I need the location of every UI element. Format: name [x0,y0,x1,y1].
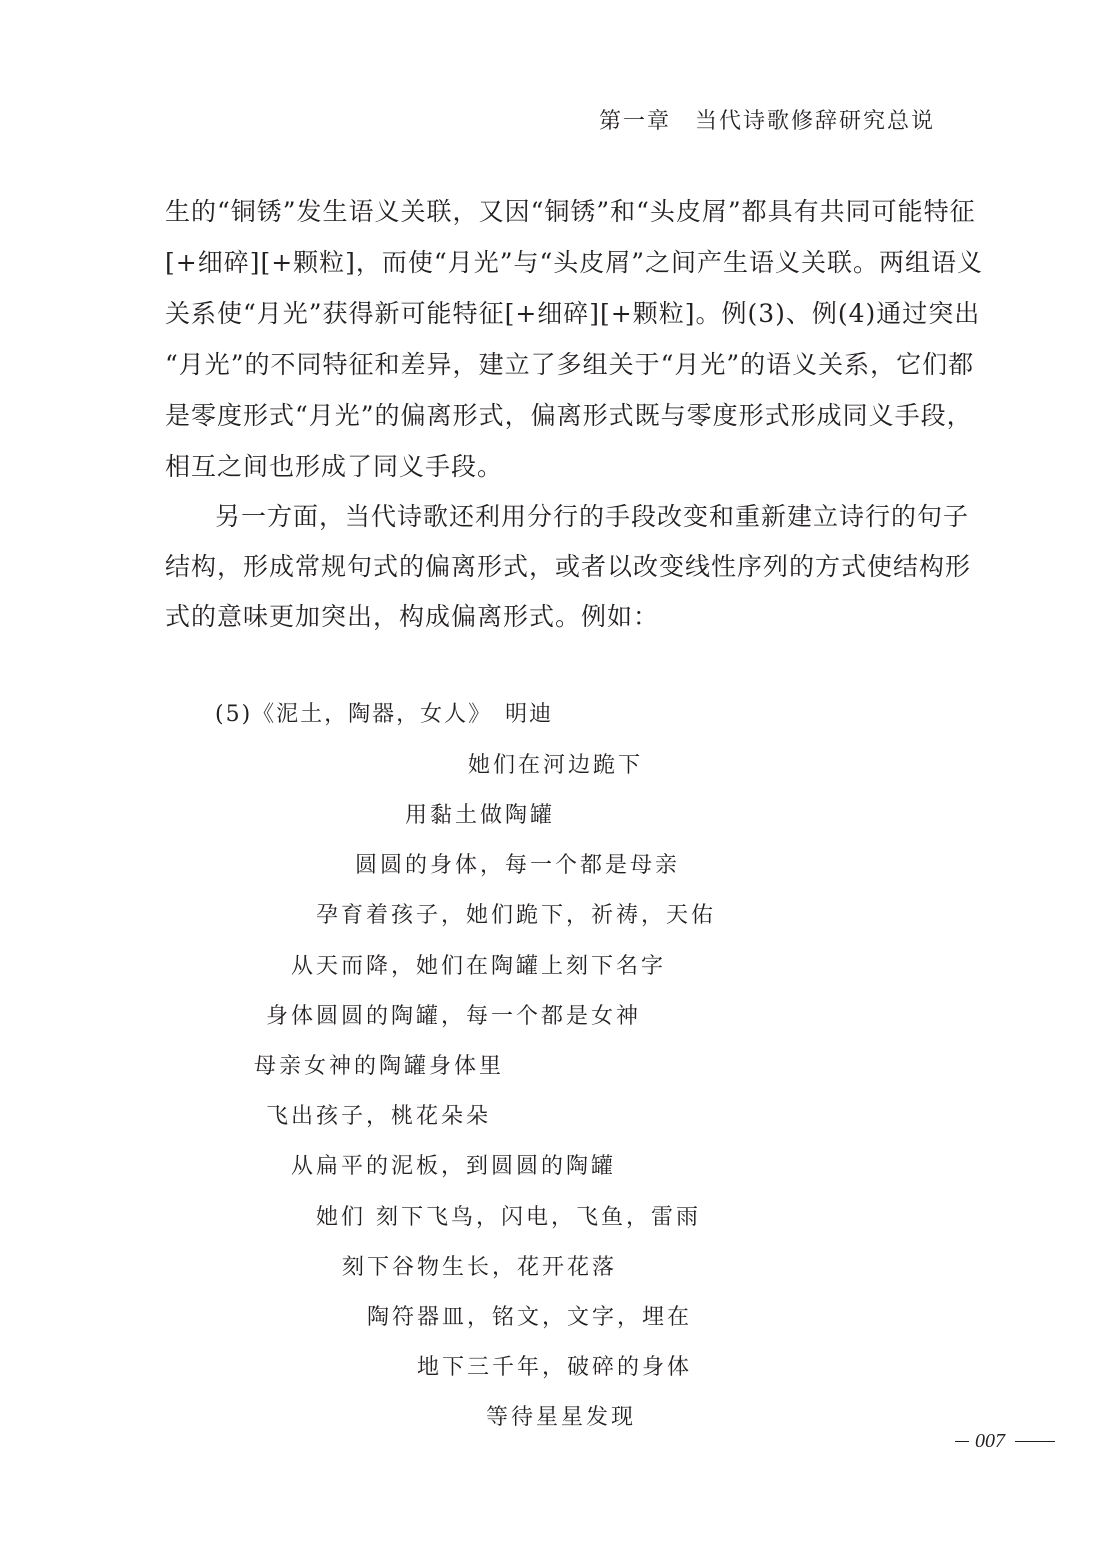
poem-line: 刻下谷物生长，花开花落 [342,1255,618,1280]
example-heading: (5)《泥土，陶器，女人》 明迪 [215,702,554,727]
poem-line: 从扁平的泥板，到圆圆的陶罐 [291,1154,617,1179]
body-line: 相互之间也形成了同义手段。 [165,452,504,481]
poem-line: 孕育着孩子，她们跪下，祈祷，天佑 [316,903,717,928]
poem-line: 等待星星发现 [486,1405,637,1430]
folio-rule-right [1015,1441,1055,1442]
body-line: 结构，形成常规句式的偏离形式，或者以改变线性序列的方式使结构形 [165,552,972,581]
poem-line: 圆圆的身体，每一个都是母亲 [355,853,681,878]
poem-line: 飞出孩子，桃花朵朵 [266,1104,492,1129]
body-line: 式的意味更加突出，构成偏离形式。例如： [165,602,660,631]
body-line: 另一方面，当代诗歌还利用分行的手段改变和重新建立诗行的句子 [215,502,970,531]
body-line: “月光”的不同特征和差异，建立了多组关于“月光”的语义关系，它们都 [165,350,975,379]
body-line: 是零度形式“月光”的偏离形式，偏离形式既与零度形式形成同义手段， [165,401,973,430]
body-line: 关系使“月光”获得新可能特征[+细碎][+颗粒]。例(3)、例(4)通过突出 [165,299,981,328]
poem-line: 从天而降，她们在陶罐上刻下名字 [291,954,667,979]
poem-line: 她们在河边跪下 [468,753,644,778]
poem-line: 地下三千年，破碎的身体 [417,1355,693,1380]
body-line: 生的“铜锈”发生语义关联，又因“铜锈”和“头皮屑”都具有共同可能特征 [165,197,976,226]
running-head: 第一章 当代诗歌修辞研究总说 [598,109,935,134]
poem-line: 身体圆圆的陶罐，每一个都是女神 [266,1004,642,1029]
poem-line: 母亲女神的陶罐身体里 [254,1054,505,1079]
page-number-text: 007 [975,1430,1005,1452]
poem-line: 陶符器皿，铭文，文字，埋在 [367,1305,693,1330]
body-line: [+细碎][+颗粒]，而使“月光”与“头皮屑”之间产生语义关联。两组语义 [165,248,984,277]
poem-line: 她们 刻下飞鸟，闪电，飞鱼，雷雨 [316,1205,701,1230]
folio-rule-left [955,1441,969,1442]
poem-line: 用黏土做陶罐 [405,803,556,828]
page-number [955,1430,1100,1454]
